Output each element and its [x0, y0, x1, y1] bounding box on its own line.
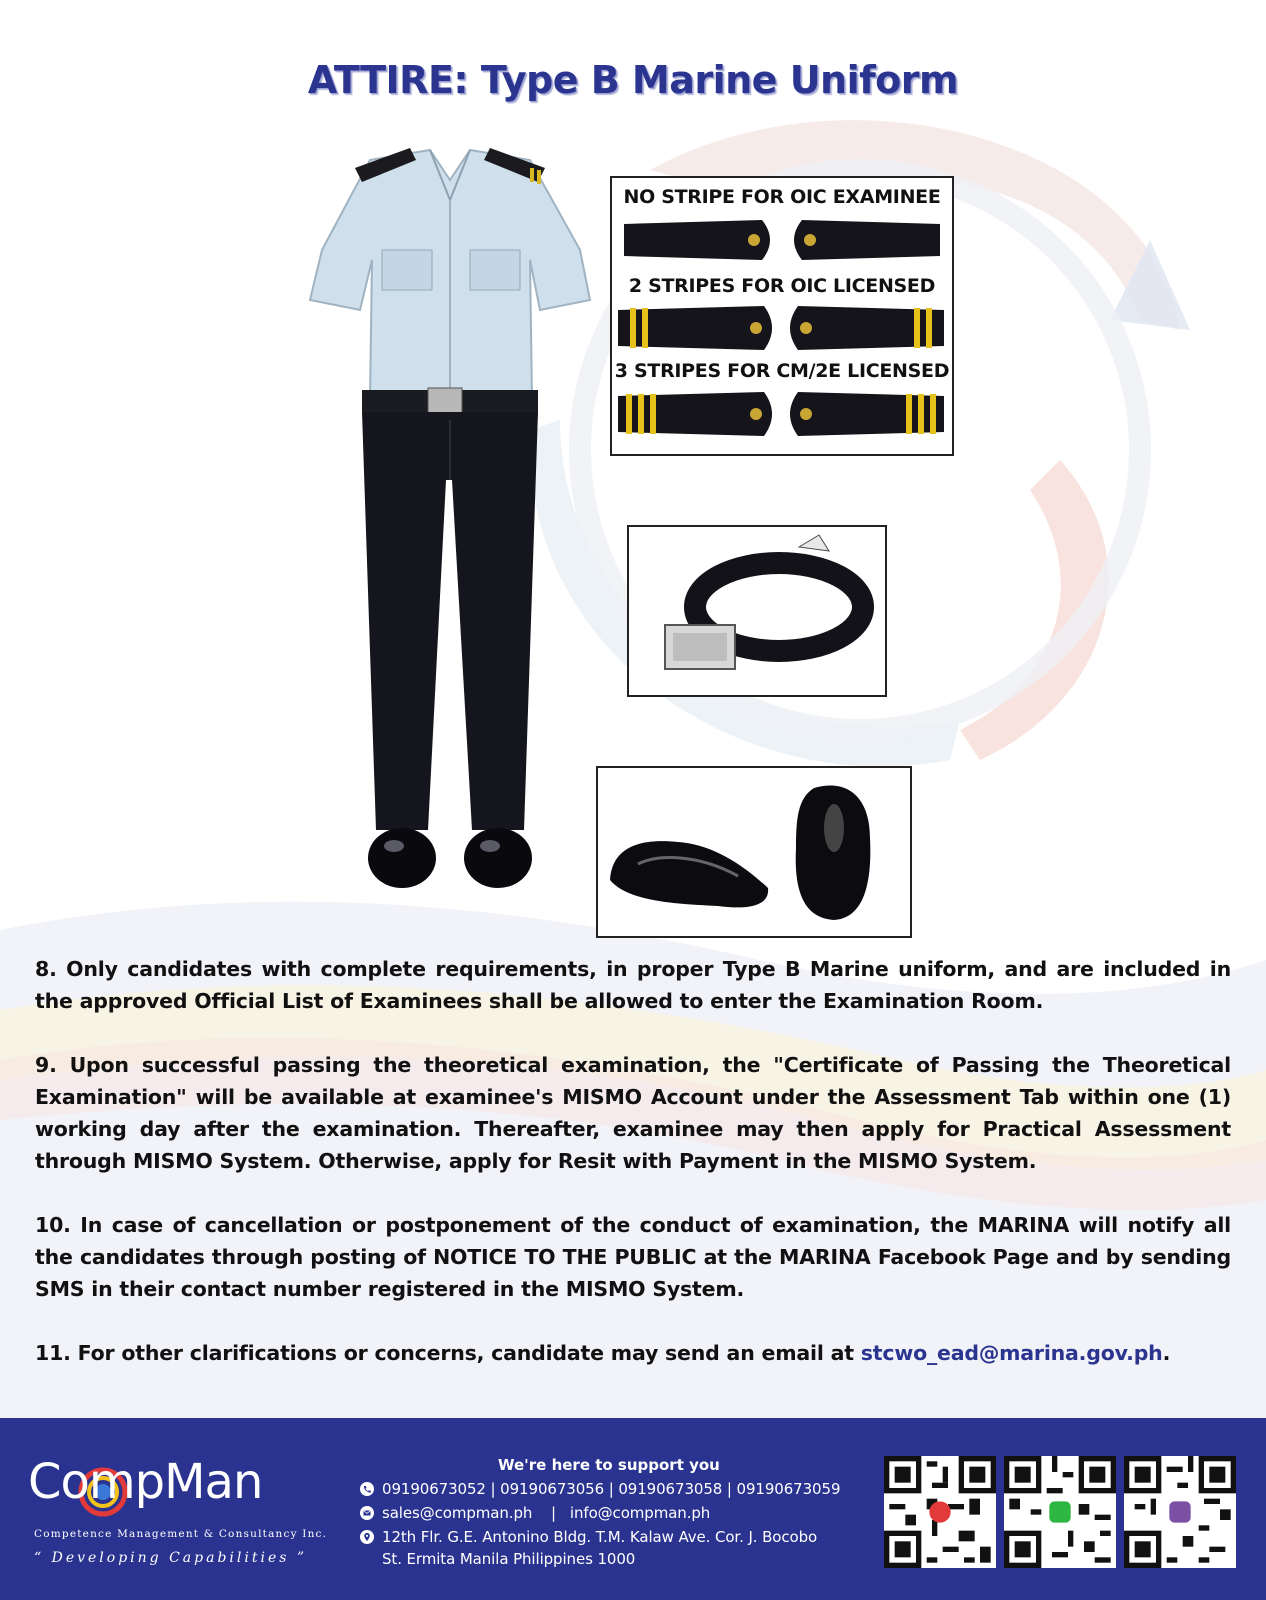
paragraph-11-text: 11. For other clarifications or concerns, candidate may send an email at — [35, 1341, 861, 1365]
address-line-2: St. Ermita Manila Philippines 1000 — [382, 1550, 636, 1568]
three-stripe-label: 3 STRIPES FOR CM/2E LICENSED — [614, 360, 950, 382]
no-stripe-boards — [622, 216, 942, 266]
address-line-1: 12th Flr. G.E. Antonino Bldg. T.M. Kalaw Ave. Cor. J. Bocobo — [382, 1528, 818, 1546]
logo-name: CompMan — [28, 1454, 263, 1510]
paragraph-11 — [35, 1337, 1231, 1369]
three-stripe-boards — [616, 388, 946, 442]
uniform-illustration — [300, 140, 600, 920]
phone-icon — [360, 1482, 374, 1496]
phone-numbers[interactable]: 09190673052 | 09190673056 | 09190673058 | 09190673059 — [382, 1480, 841, 1498]
contact-email-link[interactable]: stcwo_ead@marina.gov.ph — [860, 1341, 1163, 1365]
logo-tagline: “ Developing Capabilities ” — [34, 1550, 308, 1566]
page-title: ATTIRE: Type B Marine Uniform — [307, 58, 959, 102]
location-pin-icon — [360, 1530, 374, 1544]
address-row-2 — [382, 1550, 635, 1568]
email-row — [360, 1504, 710, 1522]
email-addresses[interactable]: sales@compman.ph | info@compman.ph — [382, 1504, 711, 1522]
two-stripe-label: 2 STRIPES FOR OIC LICENSED — [628, 275, 936, 297]
shoes-image — [598, 768, 910, 936]
shoulder-board-panel — [610, 176, 954, 456]
paragraph-10: 10. In case of cancellation or postponement of the conduct of examination, the MARINA will notify all the candidates through posting of NOTICE TO THE PUBLIC at the MARINA Facebook Page and by sending SMS in their contact number registered in the MISMO System. — [35, 1213, 1231, 1301]
phone-row — [360, 1480, 840, 1498]
email-icon — [360, 1506, 374, 1520]
support-title: We're here to support you — [498, 1456, 720, 1474]
instructions-section — [35, 953, 1231, 1401]
website-qr-code[interactable] — [884, 1456, 996, 1568]
belt-image — [629, 527, 885, 695]
paragraph-11-end: . — [1162, 1341, 1171, 1365]
compman-logo — [28, 1454, 328, 1584]
shoes-panel — [596, 766, 912, 938]
logo-subtitle: Competence Management & Consultancy Inc. — [34, 1528, 328, 1540]
belt-panel — [627, 525, 887, 697]
two-stripe-boards — [616, 302, 946, 356]
no-stripe-label: NO STRIPE FOR OIC EXAMINEE — [623, 186, 941, 208]
paragraph-8: 8. Only candidates with complete requirements, in proper Type B Marine uniform, and are included in the approved Official List of Examinees shall be allowed to enter the Examination Room. — [35, 957, 1231, 1013]
footer — [0, 1418, 1266, 1600]
whatsapp-qr-code[interactable] — [1004, 1456, 1116, 1568]
viber-qr-code[interactable] — [1124, 1456, 1236, 1568]
address-row — [360, 1528, 817, 1546]
paragraph-9: 9. Upon successful passing the theoretical examination, the "Certificate of Passing the Theoretical Examination" will be available at examinee's MISMO Account under the Assessment Tab within one (1) working day after the examination. Thereafter, examinee may then apply for Practical Assessment through MISMO System. Otherwise, apply for Resit with Payment in the MISMO System. — [35, 1053, 1231, 1173]
